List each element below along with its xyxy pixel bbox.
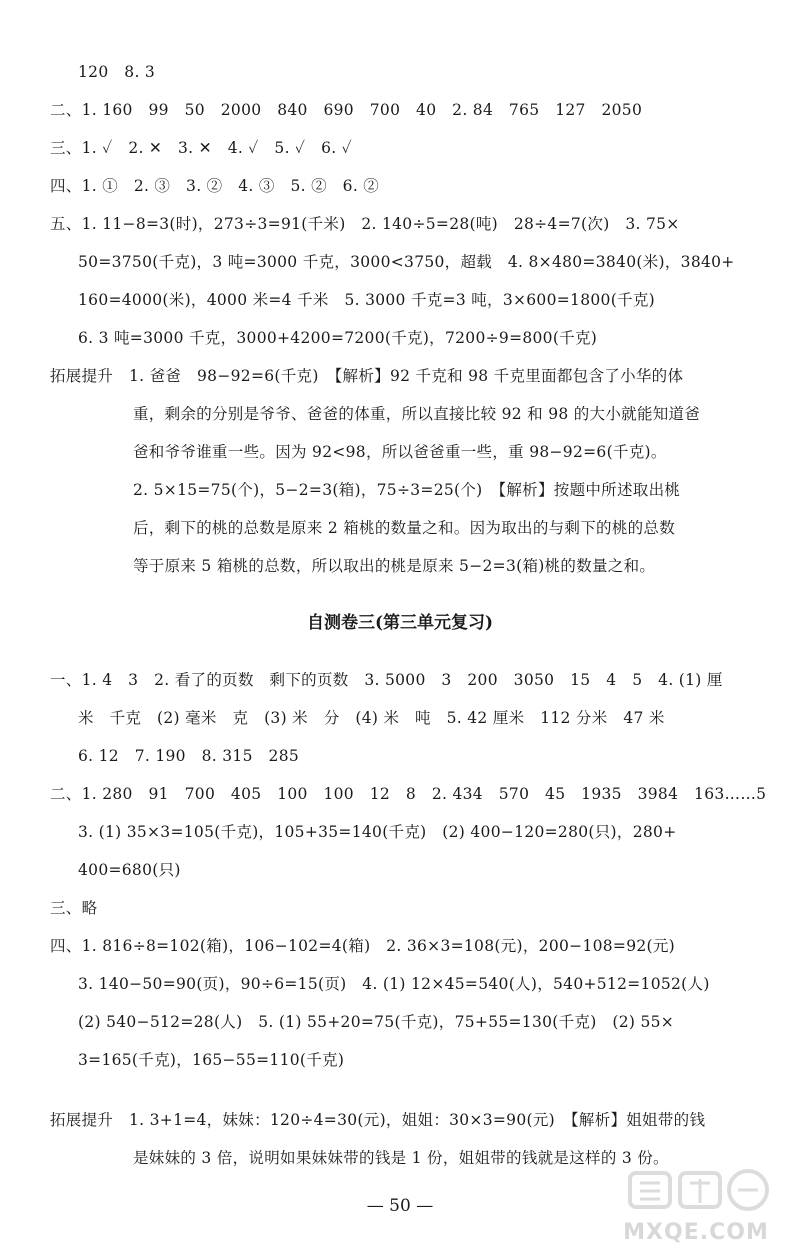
page-number: — 50 — (366, 1196, 434, 1216)
answer-line: 2. 5×15=75(个)，5−2=3(箱)，75÷3=25(个) 【解析】按题中所述取出桃 (133, 481, 681, 499)
answer-line: 3=165(千克)，165−55=110(千克) (78, 1051, 345, 1069)
answer-line: 3. (1) 35×3=105(千克)，105+35=140(千克) (2) 400−120=280(只)，280+ (78, 823, 677, 841)
answer-line: 四、1. ① 2. ③ 3. ② 4. ③ 5. ② 6. ② (50, 177, 380, 195)
answer-line: 二、1. 160 99 50 2000 840 690 700 40 2. 84 765 127 2050 (50, 101, 643, 119)
watermark-text: MXQE.COM (623, 1220, 769, 1245)
answer-line: 400=680(只) (78, 861, 181, 879)
answer-line: 50=3750(千克)，3 吨=3000 千克，3000<3750，超载 4. 8×480=3840(米)，3840+ (78, 253, 735, 271)
answer-line: 160=4000(米)，4000 米=4 千米 5. 3000 千克=3 吨，3×600=1800(千克) (78, 291, 655, 309)
answer-line: 拓展提升 1. 爸爸 98−92=6(千克) 【解析】92 千克和 98 千克里面都包含了小华的体 (50, 367, 684, 385)
answer-line: 3. 140−50=90(页)，90÷6=15(页) 4. (1) 12×45=540(人)，540+512=1052(人) (78, 975, 710, 993)
section-title: 自测卷三(第三单元复习) (306, 613, 494, 633)
answer-line: 等于原来 5 箱桃的总数，所以取出的桃是原来 5−2=3(箱)桃的数量之和。 (133, 557, 656, 575)
answer-line: 米 千克 (2) 毫米 克 (3) 米 分 (4) 米 吨 5. 42 厘米 112 分米 47 米 (78, 709, 665, 727)
answer-line: 6. 12 7. 190 8. 315 285 (78, 747, 300, 765)
answer-line: 一、1. 4 3 2. 看了的页数 剩下的页数 3. 5000 3 200 3050 15 4 5 4. (1) 厘 (50, 671, 723, 689)
answer-line: (2) 540−512=28(人) 5. (1) 55+20=75(千克)，75+55=130(千克) (2) 55× (78, 1013, 675, 1031)
answer-line: 重，剩余的分别是爷爷、爸爸的体重，所以直接比较 92 和 98 的大小就能知道爸 (133, 405, 701, 423)
answer-line: 6. 3 吨=3000 千克，3000+4200=7200(千克)，7200÷9=800(千克) (78, 329, 598, 347)
answer-line: 三、略 (50, 899, 98, 917)
answer-line: 拓展提升 1. 3+1=4，妹妹：120÷4=30(元)，姐姐：30×3=90(元) 【解析】姐姐带的钱 (50, 1111, 706, 1129)
answer-line: 是妹妹的 3 倍，说明如果妹妹带的钱是 1 份，姐姐带的钱就是这样的 3 份。 (133, 1149, 669, 1167)
answer-line: 四、1. 816÷8=102(箱)，106−102=4(箱) 2. 36×3=108(元)，200−108=92(元) (50, 937, 676, 955)
answer-line: 五、1. 11−8=3(时)，273÷3=91(千米) 2. 140÷5=28(吨) 28÷4=7(次) 3. 75× (50, 215, 680, 233)
answer-line: 爸和爷爷谁重一些。因为 92<98，所以爸爸重一些，重 98−92=6(千克)。 (133, 443, 667, 461)
answer-line: 二、1. 280 91 700 405 100 100 12 8 2. 434 570 45 1935 3984 163……5 (50, 785, 767, 803)
watermark-logo (606, 1165, 786, 1245)
answer-logo-icon (626, 1167, 776, 1213)
answer-line: 120 8. 3 (78, 63, 156, 81)
answer-line: 三、1. ✓ 2. ✕ 3. ✕ 4. ✓ 5. ✓ 6. ✓ (50, 139, 353, 157)
answer-line: 后，剩下的桃的总数是原来 2 箱桃的数量之和。因为取出的与剩下的桃的总数 (133, 519, 676, 537)
